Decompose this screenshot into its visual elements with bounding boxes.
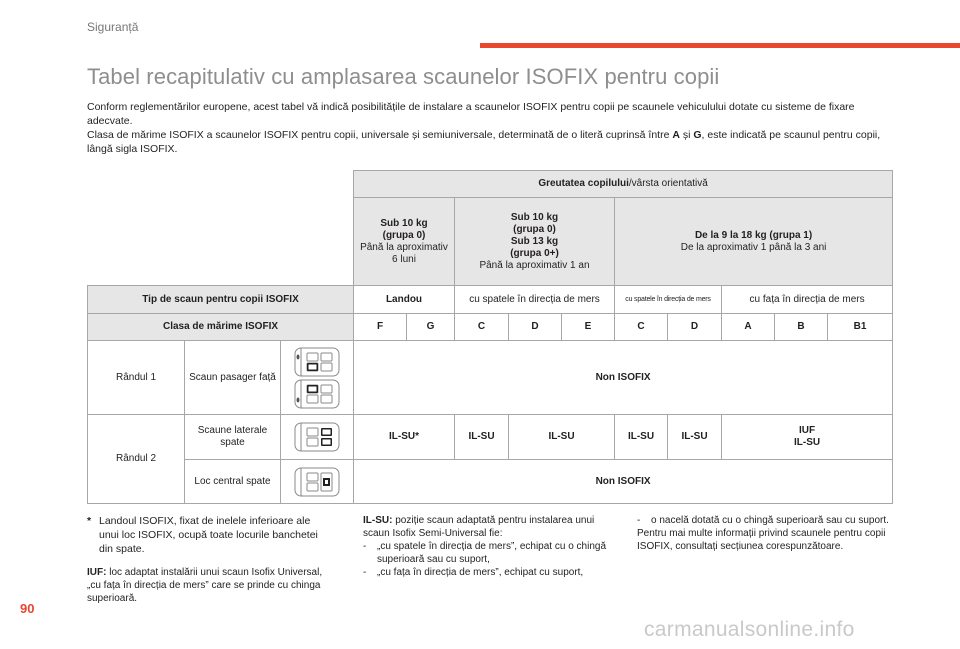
car-top-view-icon	[281, 460, 354, 504]
accent-bar	[480, 43, 960, 48]
row-2-side-value: IL-SU	[668, 415, 722, 460]
footnote-column-2	[363, 514, 613, 579]
weight-header: Greutatea copilului/vârsta orientativă	[354, 171, 893, 198]
car-top-view-icon	[281, 341, 354, 415]
row-2-side-value: IL-SU*	[354, 415, 455, 460]
class-cell: B1	[828, 314, 893, 341]
seat-type-cell: cu spatele în direcția de mers	[455, 286, 615, 314]
seat-type-cell: Landou	[354, 286, 455, 314]
row-2-side-value: IUF IL-SU	[722, 415, 893, 460]
intro-paragraph-2: Clasa de mărime ISOFIX a scaunelor ISOFIX pentru copii, universale și semiuniversale, determinată de o literă cuprinsă între A și G, este indicată pe scaunul pentru copii, lângă sigla ISOFIX.	[87, 129, 881, 155]
footnote-list-item: - „cu fața în direcția de mers”, echipat cu suport,	[363, 567, 584, 578]
car-top-view-icon	[281, 415, 354, 460]
footnote-column-1	[87, 514, 332, 605]
footnote-list-item: - „cu spatele în direcția de mers”, echipat cu o chingă superioară sau cu suport,	[363, 541, 607, 565]
seat-type-cell: cu spatele în direcția de mers	[615, 286, 722, 314]
row-1-value: Non ISOFIX	[354, 341, 893, 415]
front-passenger-seat-label: Scaun pasager față	[185, 341, 281, 415]
group-header-1: Sub 10 kg (grupa 0) Până la aproximativ 6 luni	[354, 198, 455, 286]
footnote-iuf: IUF: loc adaptat instalării unui scaun Isofix Universal, „cu fața în direcția de mers” care se prinde cu chinga superioară.	[87, 567, 323, 604]
intro-text	[87, 100, 897, 156]
blank-cell	[88, 198, 354, 286]
class-cell: G	[407, 314, 455, 341]
intro-paragraph-1: Conform reglementărilor europene, acest tabel vă indică posibilitățile de instalare a scaunelor ISOFIX pentru copii pe scaunele vehiculului dotate cu sisteme de fixare adecvate.	[87, 101, 855, 127]
watermark: carmanualsonline.info	[644, 618, 855, 641]
group-header-2: Sub 10 kg (grupa 0) Sub 13 kg (grupa 0+) Până la aproximativ 1 an	[455, 198, 615, 286]
group-header-3: De la 9 la 18 kg (grupa 1) De la aproximativ 1 până la 3 ani	[615, 198, 893, 286]
class-cell: F	[354, 314, 407, 341]
seat-type-label: Tip de scaun pentru copii ISOFIX	[88, 286, 354, 314]
row-2-label: Rândul 2	[88, 415, 185, 504]
footnote-list-item: - o nacelă dotată cu o chingă superioară sau cu suport.	[637, 515, 889, 526]
class-cell: C	[615, 314, 668, 341]
footnote-column-3	[637, 514, 892, 553]
row-2-side-value: IL-SU	[615, 415, 668, 460]
class-cell: B	[775, 314, 828, 341]
isofix-table	[87, 170, 893, 504]
class-cell: D	[668, 314, 722, 341]
row-2-side-value: IL-SU	[455, 415, 509, 460]
class-cell: D	[509, 314, 562, 341]
page-number: 90	[20, 601, 35, 616]
row-2-center-value: Non ISOFIX	[354, 460, 893, 504]
isofix-class-label: Clasa de mărime ISOFIX	[88, 314, 354, 341]
footnote-ilsu: IL-SU: poziție scaun adaptată pentru instalarea unui scaun Isofix Semi-Universal fie:	[363, 515, 595, 539]
page-title: Tabel recapitulativ cu amplasarea scaunelor ISOFIX pentru copii	[87, 64, 720, 89]
seat-type-cell: cu fața în direcția de mers	[722, 286, 893, 314]
footnote-reference: Pentru mai multe informații privind scaunele pentru copii ISOFIX, consultați secțiunea corespunzătoare.	[637, 528, 886, 552]
blank-cell	[88, 171, 354, 198]
footnote-star: * Landoul ISOFIX, fixat de inelele inferioare ale unui loc ISOFIX, ocupă toate locurile banchetei din spate.	[87, 515, 318, 555]
rear-center-seat-label: Loc central spate	[185, 460, 281, 504]
class-cell: A	[722, 314, 775, 341]
class-cell: E	[562, 314, 615, 341]
rear-side-seats-label: Scaune laterale spate	[185, 415, 281, 460]
row-2-side-value: IL-SU	[509, 415, 615, 460]
row-1-label: Rândul 1	[88, 341, 185, 415]
section-label: Siguranță	[87, 20, 139, 34]
class-cell: C	[455, 314, 509, 341]
